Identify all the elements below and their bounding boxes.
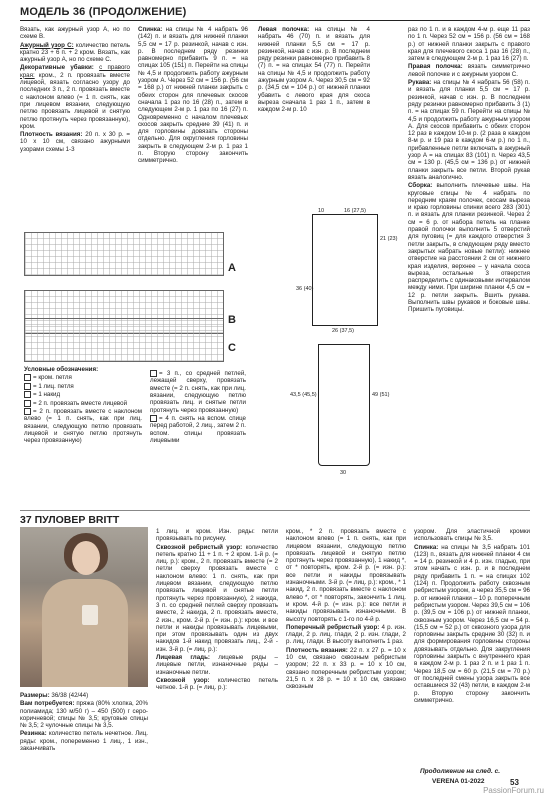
legend-item: = кром. петля (24, 374, 142, 381)
paragraph: узором. Для эластичной кромки использовать спицы № 3,5. (414, 528, 530, 543)
column-2 (138, 26, 248, 166)
photo-mug (82, 605, 98, 625)
watermark: PassionForum.ru (483, 786, 544, 795)
photo-sweater (42, 579, 128, 687)
continue-note: Продолжение на след. с. (420, 768, 501, 775)
legend-item: = 1 лиц. петля (24, 383, 142, 390)
paragraph: Плотность вязания: 20 п. х 30 р. = 10 х 10 см, связано ажурными узорами схемы 1-3 (20, 131, 130, 153)
magazine-name: VERENA 01-2022 (432, 778, 485, 785)
paragraph: Сквозной ребристый узор: количество петель кратно 11 + 1 п. + 2 кром. 1-й р. (= лиц. р.): кром., 2 п. провязать вместе (= 2 петли сверху провязать вместе с наклоном влево: 1 п. снять, как при лицевом вязании, следующую петлю провязать лицевой и снятые петли протянуть через провязанную), 2 накида, 3 п. со средней петлей сверху провязать вместе, 2 накида, 2 п. провязать вместе, 2 изн., кром. 2-й р. (= изн. р.): кром. и все петли и накиды провязывать лицевыми, при этом провязывать один из двух накидов 1-й накид провязать лиц., 2-й - изн. 3-й р. (= лиц. р.): (156, 543, 278, 653)
knit-stitch-icon (24, 383, 31, 390)
legend-item: = 3 п., со средней петлей, лежащей сверху, провязать вместе (= 2 п. снять, как при лиц. вязании, следующую петлю провязать лиц. и снятые петли протянуть через провязанную) (150, 370, 246, 414)
legend-item: = 4 п. снять на вспом. спице перед работой, 2 лиц., затем 2 п. вспом. спицы провязать лицевыми (150, 415, 246, 444)
chart-label-a: A (228, 262, 236, 274)
paragraph: 1 лиц. и кром. Изн. ряды: петли провязывать по рисунку. (156, 528, 278, 543)
legend-2 (150, 370, 246, 445)
paragraph: Вам потребуется: пряжа (80% хлопка, 20% полиамида; 130 м/50 г) – 450 (500) г серо-коричневой; спицы № 3,5; круговые спицы № 3,5; 2 чулочные спицы № 3,5. (20, 700, 148, 730)
column-5 (20, 692, 148, 753)
column-8 (414, 528, 530, 705)
cable-icon (150, 415, 157, 422)
model-photo (20, 527, 148, 687)
schematic-label: 26 (37,5) (332, 328, 355, 334)
column-4 (408, 26, 530, 315)
paragraph: Декоративные убавки: с правого края: кром., 2 п. провязать вместе лицевой, вязать согласно узору до последних 3 п., 2 п. провязать вместе с наклоном влево (= 1 п. снять, как при лицевом вязании, следующую петлю провязать лицевой и снятую петлю протянуть через провязанную), кром. (20, 64, 130, 130)
paragraph: Вязать, как ажурный узор А, но по схеме В. (20, 26, 130, 41)
paragraph: Сквозной узор: количество петель четное. 1-й р. (= лиц. р.): (156, 676, 278, 692)
paragraph: Лицевая гладь: лицевые ряды – лицевые петли, изнаночные ряды – изнаночные петли. (156, 654, 278, 676)
schematic-label: 10 (318, 208, 325, 214)
chart-c (24, 318, 224, 362)
ssk-icon (24, 408, 31, 415)
paragraph: Сборка: выполнить плечевые швы. На круговые спицы № 4 набрать по передним краям полочек, скосам выреза и краю горловины спинки всего 283 (301) п. и вязать для планки резинкой. Через 2 см = 6 р. от набора петель на планке правой полочки выполнить 5 отверстий для пуговиц (= для каждого отверстия 3 петли закрыть, в следующем ряду вместо закрытых набрать новые петли): нижнее отверстие на расстоянии 2 см от нижнего края изделия, верхнее – у начала скоса выреза, остальные 3 отверстия распределить с одинаковыми интервалом между ними. При ширине планки 4,5 см = 12 р. петли закрыть. Вшить рукава. Выполнить швы рукавов и боковые швы. Пришить пуговицы. (408, 182, 530, 314)
selvedge-icon (24, 374, 31, 381)
column-1 (20, 26, 130, 154)
paragraph: Правая полочка: вязать симметрично левой полочке и с ажурным узором С. (408, 63, 530, 78)
page-title: МОДЕЛЬ 36 (ПРОДОЛЖЕНИЕ) (20, 6, 187, 18)
paragraph: Рукава: на спицы № 4 набрать 56 (58) п. и вязать для планки 5,5 см = 17 р. резинкой, начав с изн. р. В последнем ряду резинки равномерно прибавить 3 (1) п. = на спицах 59 п. Перейти на спицы № 4,5 и продолжить работу ажурным узором А. Для скосов прибавить с обеих сторон 12 раз в каждом 10-м р. (2 раза в каждом 8-м р. и 19 раз в каждом 6-м р.) по 1 п., прибавленные петли включать в ажурный узор А = на спицах 83 (101) п. Через 43,5 см = 130 р. (45,5 см = 136 р.) от нижней планки закрыть все петли. Второй рукав вязать аналогично. (408, 79, 530, 181)
page-number: 53 (510, 778, 519, 787)
paragraph: Резинка: количество петель нечетное. Лиц. ряды: кром., попеременно 1 лиц., 1 изн., заканчивать (20, 730, 148, 753)
paragraph: Поперечный ребристый узор: 4 р. изн. глади, 2 р. лиц. глади, 2 р. изн. глади, 2 р. лиц. глади. В высоту выполнить 1 раз. (286, 623, 406, 646)
paragraph: Спинка: на спицы № 4 набрать 96 (142) п. и вязать для нижней планки 5,5 см = 17 р. резинкой, начав с изн. р. В последнем ряду резинки равномерно прибавить 9 п. = на спицах 105 (151) п. Перейти на спицы № 4,5 и продолжить работу ажурным узором А. Через 52 см = 156 р. (56 см = 168 р.) от нижней планки закрыть с обеих сторон для плечевых скосов сначала 1 раз по 16 (28) п., затем в следующем 2-м р. 1 раз по 16 (27) п. Одновременно с началом плечевых скосов закрыть средние 39 (41) п. и для горловины довязать стороны отдельно. Для округления горловины закрыть в следующем 2-м р. 1 раз 1 п. Вторую сторону закончить симметрично. (138, 26, 248, 165)
legend-item: = 1 накид (24, 391, 142, 398)
schematic-label: 49 (51) (372, 392, 390, 398)
schematic-label: 36 (40) (296, 286, 314, 292)
schematic-label: 43,5 (45,5) (290, 392, 317, 398)
chart-label-b: B (228, 314, 236, 326)
paragraph: Левая полочка: на спицы № 4 набрать 46 (70) п. и вязать для нижней планки 5,5 см = 17 р. резинкой, начав с изн. р. В последнем ряду резинки равномерно прибавить 8 (7) п. = на спицах 54 (77) п. Перейти на спицы № 4,5 и продолжить работу ажурным узором А. Через 30,5 см = 92 р. (34,5 см = 104 р.) от нижней планки убавить с левого края для скоса выреза сначала 1 раз 1 п., затем в каждом 2-м р. 10 (258, 26, 370, 114)
schematic-body-outline (312, 214, 378, 326)
k2tog-icon (24, 400, 31, 407)
paragraph: Плотность вязания: 22 п. х 27 р. = 10 х 10 см, связано сквозным ребристым узором; 22 п. х 33 р. = 10 х 10 см, связано поперечным ребристым узором; 21,5 п. х 28 р. = 10 х 10 см, связано сквозным (286, 646, 406, 691)
column-6 (156, 528, 278, 693)
schematic-sleeve-outline (318, 344, 370, 466)
chart-label-c: C (228, 342, 236, 354)
schematic-label: 16 (27,5) (344, 208, 367, 214)
legend-title: Условные обозначения: (24, 366, 99, 373)
yarn-over-icon (24, 391, 31, 398)
header-rule (20, 20, 530, 21)
photo-face (72, 541, 100, 575)
decrease-3-icon (150, 370, 157, 377)
paragraph: кром., * 2 п. провязать вместе с наклоном влево (= 1 п. снять, как при лицевом вязании, следующую петлю провязать лицевой и снятую петлю протянуть через провязанную), 1 накид *, от * повторять, кром. 2-й р. (= изн. р.): все петли и накиды провязывать изнаночными. 3-й р. (= лиц. р.): кром., * 1 накид, 2 п. провязать вместе с наклоном влево *, от * повторять, закончить 1 лиц. и кром. 4-й р. (= изн. р.): все петли и накиды провязывать изнаночными. В высоту повторять с 1-го по 4-й р. (286, 528, 406, 623)
legend-item: = 2 п. провязать вместе с наклоном влево (= 1 п. снять, как при лиц. вязании, следующую петлю провязать лицевой и снятую петлю протянуть через провязанную) (24, 408, 142, 445)
paragraph: Размеры: 36/38 (42/44) (20, 692, 89, 699)
schematic-label: 21 (23) (380, 236, 398, 242)
column-3 (258, 26, 370, 115)
section-divider (20, 510, 530, 511)
chart-a (24, 232, 224, 276)
paragraph: Спинка: на спицы № 3,5 набрать 101 (123) п., вязать для нижней планки 4 см = 14 р. резинкой и 4 р. изн. гладью, при этом начать с изн. р. и в последнем ряду прибавить 1 п. = на спицах 102 (124) п. Продолжить работу сквозным ребристым узором, а через 35,5 см = 96 р. от нижней планки – 10 р. поперечным ребристым узором. Через 39,5 см = 106 р. (39,5 см = 106 р.) от нижней планки, сквозным узором. Через 16,5 см = 54 р. (15,5 см = 52 р.) от сквозного узора для горловины закрыть средние 30 (32) п. и для формирования горловины стороны довязывать отдельно. Для закругления горловины закрыть с внутреннего края в каждом 2-м р. 1 раз 2 п. и 1 раз 1 п. Через 18,5 см = 60 р. (21,5 см = 70 р.) от последней смены узора закрыть все оставшиеся 32 (43) петли, в каждом 2-м р. Вторую сторону закончить симметрично. (414, 543, 530, 704)
schematic-label: 30 (340, 470, 347, 476)
column-7 (286, 528, 406, 692)
paragraph: раз по 1 п. и в каждом 4-м р. еще 11 раз по 1 п. Через 52 см = 156 р. (56 см = 168 р.) от нижней планки закрыть с правого края для плечевого скоса 1 раз 16 (28) п., затем в следующем 2-м р. 1 раз 16 (27) п. (408, 26, 530, 63)
legend (24, 366, 142, 446)
legend-item: = 2 п. провязать вместе лицевой (24, 400, 142, 407)
section-title: 37 ПУЛОВЕР BRITT (20, 514, 120, 526)
paragraph: Ажурный узор С: количество петель кратно 23 + 6 п. + 2 кром. Вязать, как ажурный узор А, но по схеме С. (20, 41, 130, 64)
